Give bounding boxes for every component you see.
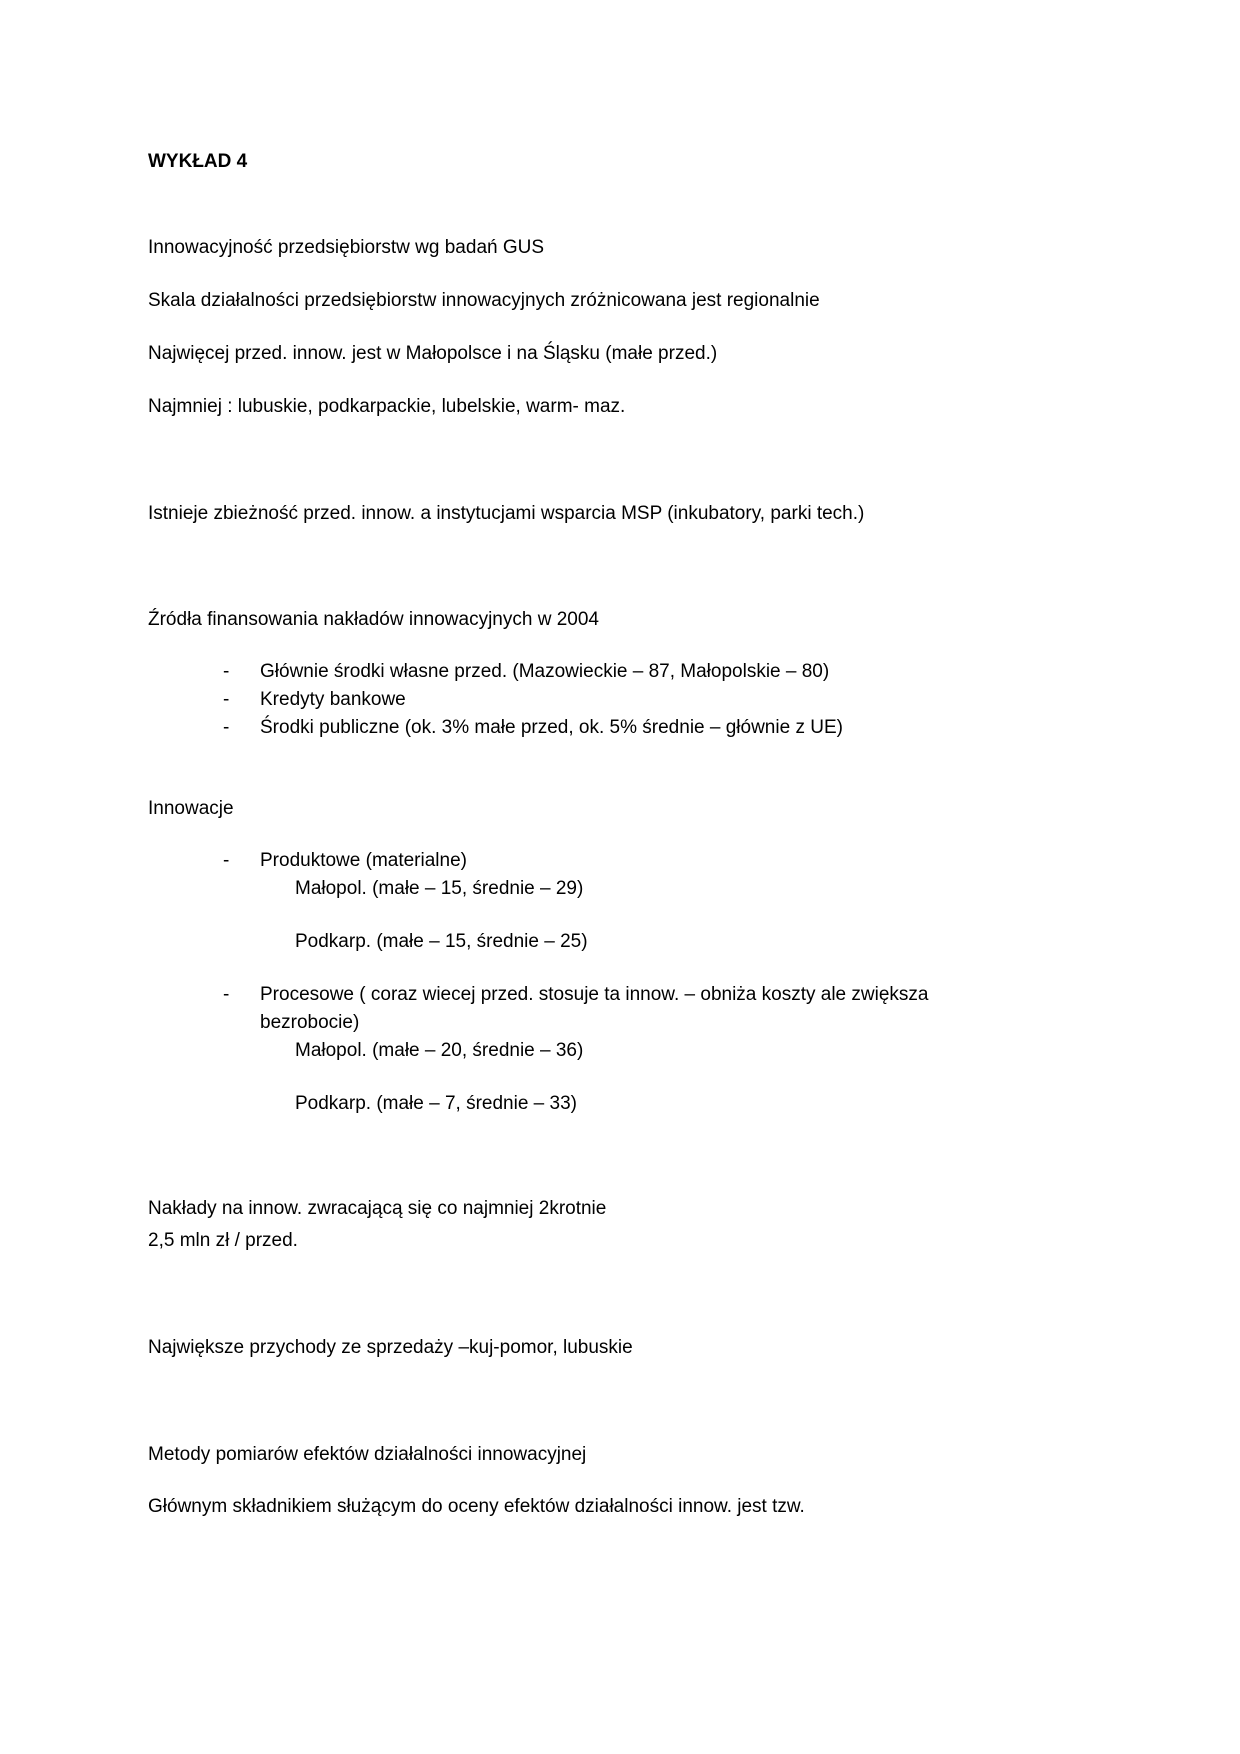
- list-item: Kredyty bankowe: [260, 689, 406, 710]
- paragraph-least-innovative: Najmniej : lubuskie, podkarpackie, lubelskie, warm- maz.: [148, 396, 626, 417]
- paragraph-innovation-spending: Nakłady na innow. zwracającą się co najmniej 2krotnie: [148, 1198, 607, 1219]
- process-innovation-label-cont: bezrobocie): [260, 1012, 360, 1033]
- paragraph-support-institutions: Istnieje zbieżność przed. innow. a instytucjami wsparcia MSP (inkubatory, parki tech.): [148, 503, 865, 524]
- list-item: Głównie środki własne przed. (Mazowieckie – 87, Małopolskie – 80): [260, 661, 830, 682]
- paragraph-spending-amount: 2,5 mln zł / przed.: [148, 1230, 298, 1251]
- product-innovation-label: Produktowe (materialne): [260, 850, 467, 871]
- process-podkarp: Podkarp. (małe – 7, średnie – 33): [295, 1093, 577, 1114]
- paragraph-measurement-methods: Metody pomiarów efektów działalności innowacyjnej: [148, 1444, 587, 1465]
- page-title: WYKŁAD 4: [148, 151, 248, 172]
- list-bullet: -: [223, 689, 230, 710]
- paragraph-innovations: Innowacje: [148, 798, 234, 819]
- paragraph-most-innovative: Najwięcej przed. innow. jest w Małopolsce i na Śląsku (małe przed.): [148, 343, 718, 364]
- list-bullet: -: [223, 984, 230, 1005]
- product-podkarp: Podkarp. (małe – 15, średnie – 25): [295, 931, 588, 952]
- list-bullet: -: [223, 717, 230, 738]
- paragraph-innovation-gus: Innowacyjność przedsiębiorstw wg badań GUS: [148, 237, 545, 258]
- paragraph-funding-sources: Źródła finansowania nakładów innowacyjnych w 2004: [148, 609, 599, 630]
- paragraph-scale-regional: Skala działalności przedsiębiorstw innowacyjnych zróżnicowana jest regionalnie: [148, 290, 820, 311]
- list-bullet: -: [223, 661, 230, 682]
- process-innovation-label: Procesowe ( coraz wiecej przed. stosuje ta innow. – obniża koszty ale zwiększa: [260, 984, 929, 1005]
- product-malopol: Małopol. (małe – 15, średnie – 29): [295, 878, 584, 899]
- paragraph-highest-revenue: Największe przychody ze sprzedaży –kuj-pomor, lubuskie: [148, 1337, 633, 1358]
- list-item: Środki publiczne (ok. 3% małe przed, ok. 5% średnie – głównie z UE): [260, 717, 843, 738]
- list-bullet: -: [223, 850, 230, 871]
- process-malopol: Małopol. (małe – 20, średnie – 36): [295, 1040, 584, 1061]
- paragraph-main-component: Głównym składnikiem służącym do oceny efektów działalności innow. jest tzw.: [148, 1496, 805, 1517]
